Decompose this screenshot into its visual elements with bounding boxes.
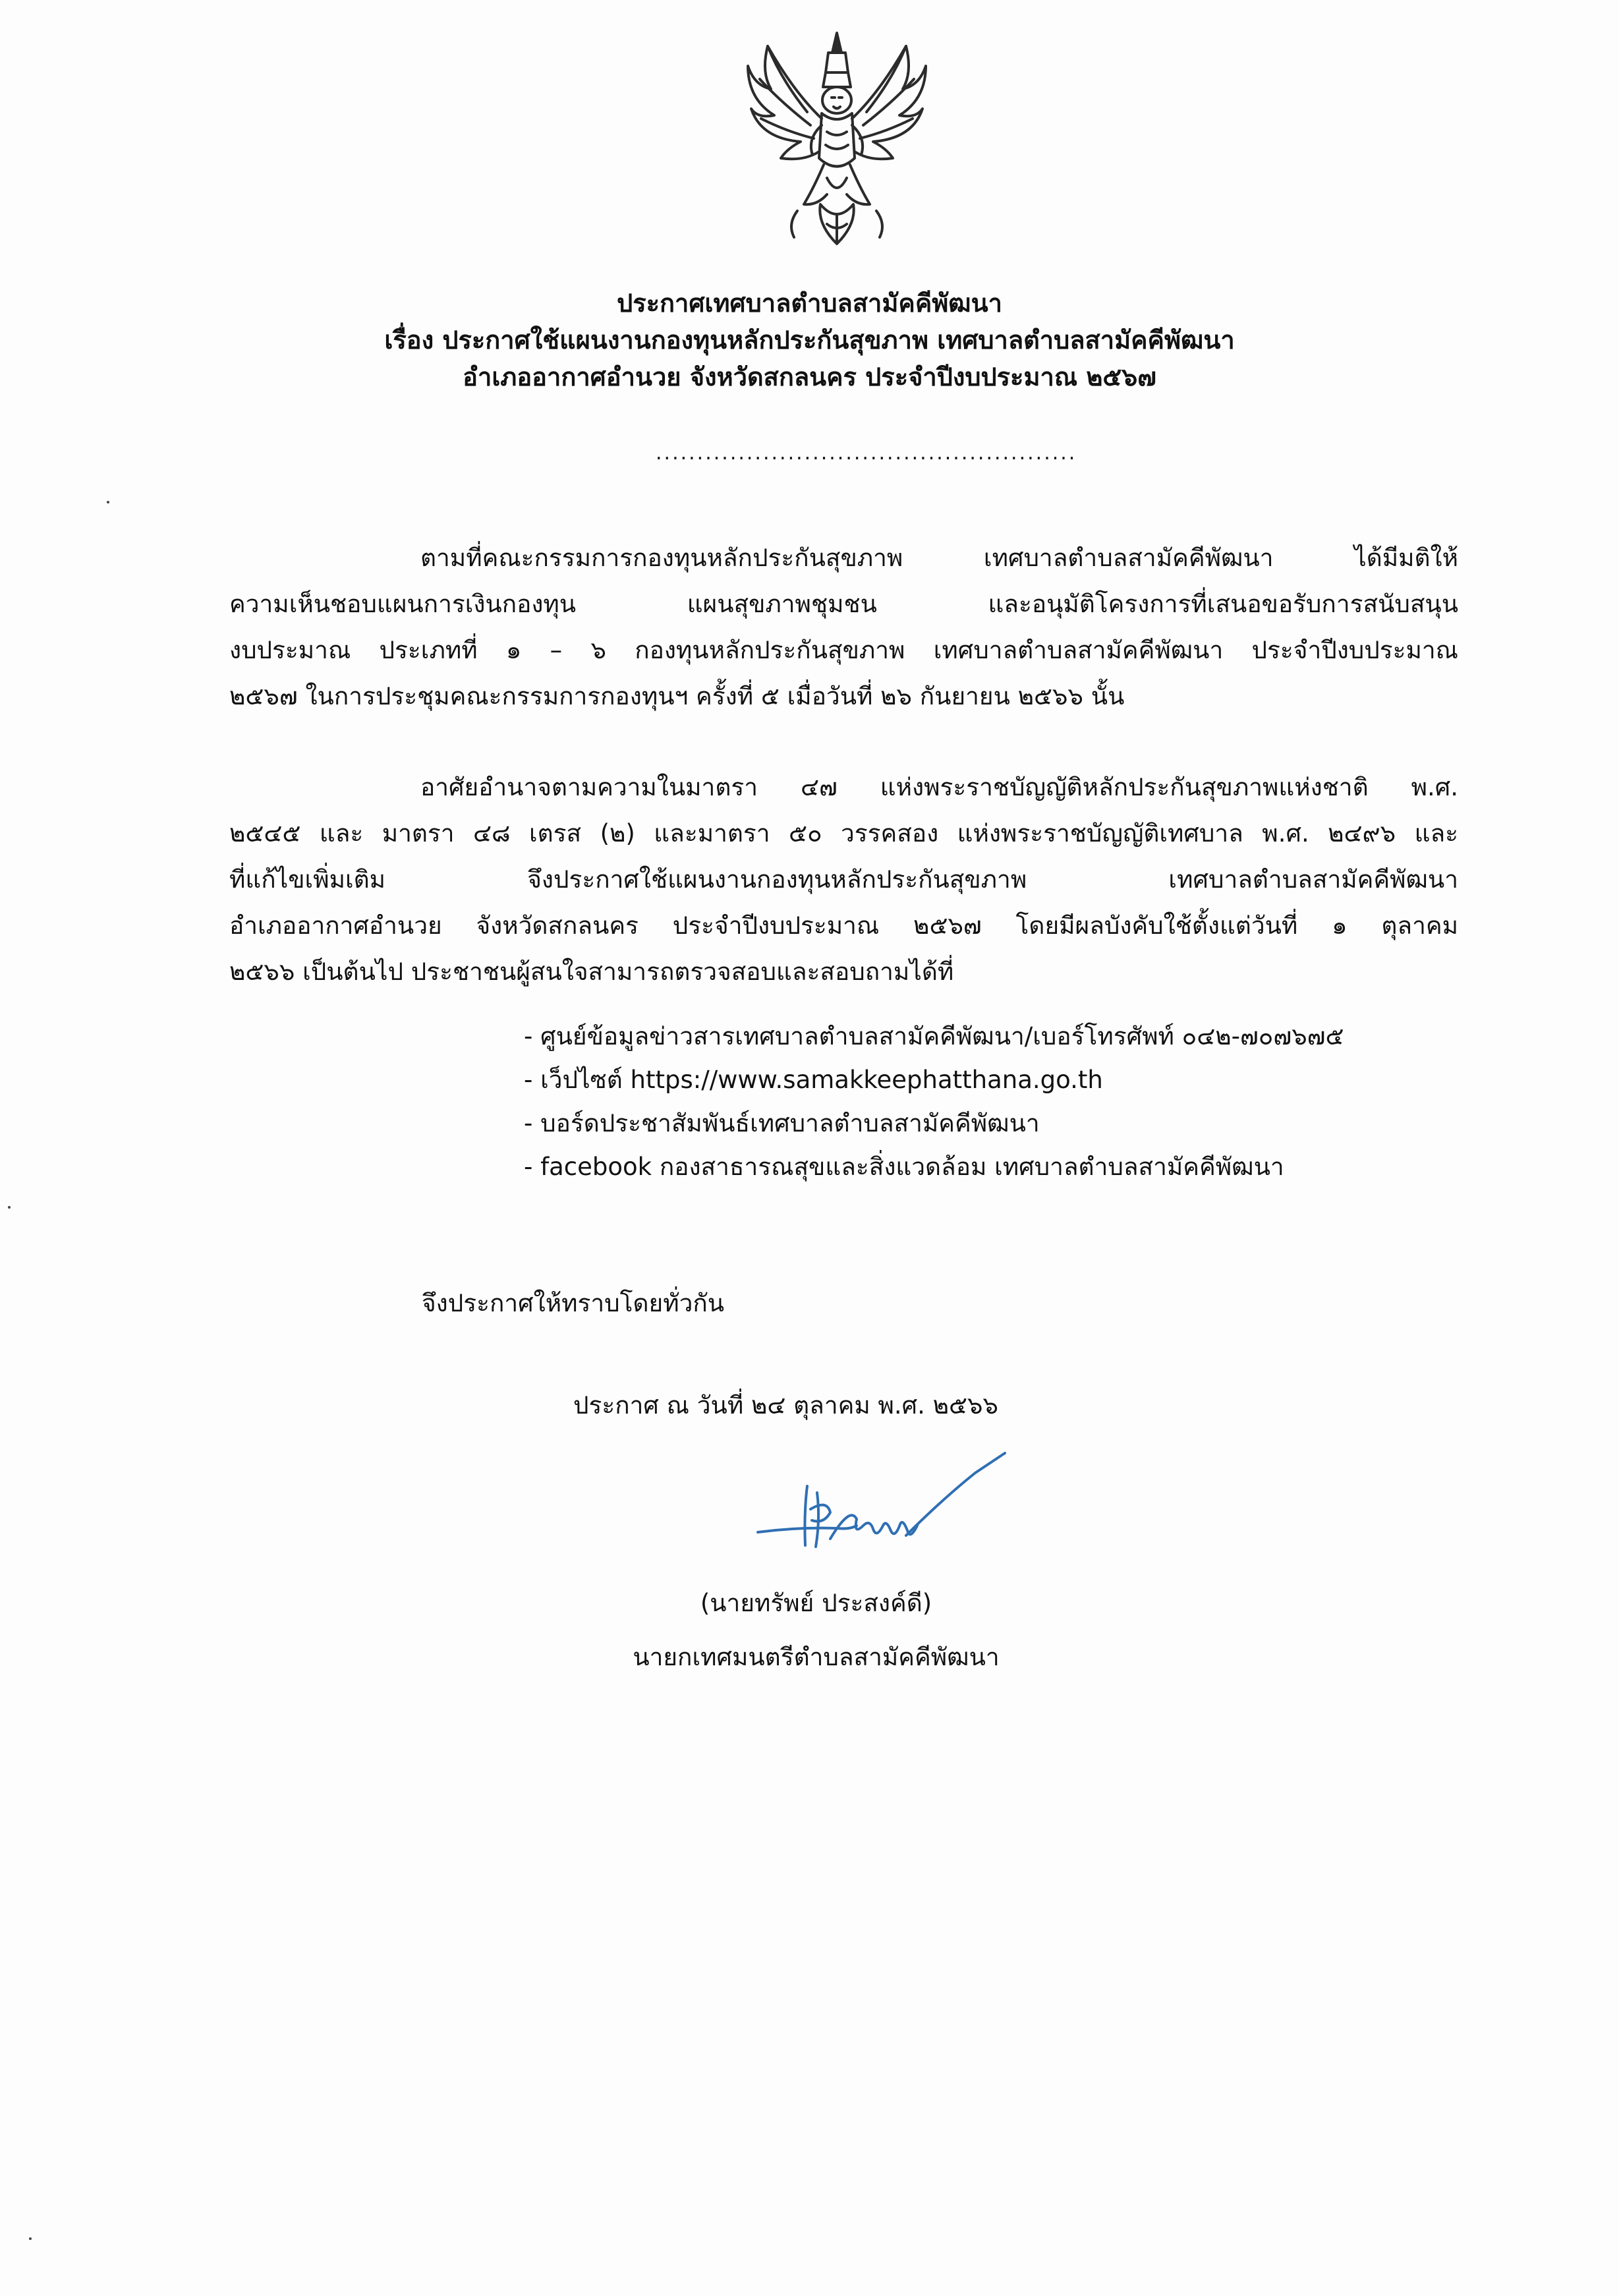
paragraph-authority (229, 764, 1458, 995)
heading-divider: ................................................... (656, 442, 1077, 465)
paragraph-background (229, 535, 1458, 720)
signer-title: นายกเทศมนตรีตำบลสามัคคีพัฒนา (633, 1643, 1000, 1671)
paragraph-line: ที่แก้ไขเพิ่มเติม จึงประกาศใช้แผนงานกองทุนหลักประกันสุขภาพ เทศบาลตำบลสามัคคีพัฒนา (229, 865, 1458, 894)
scan-speck (107, 501, 109, 503)
paragraph-line: ความเห็นชอบแผนการเงินกองทุน แผนสุขภาพชุมชน และอนุมัติโครงการที่เสนอขอรับการสนับสนุน (229, 590, 1458, 618)
paragraph-line: ตามที่คณะกรรมการกองทุนหลักประกันสุขภาพ เทศบาลตำบลสามัคคีพัฒนา ได้มีมติให้ (420, 544, 1458, 572)
paragraph-line: ๒๕๖๗ ในการประชุมคณะกรรมการกองทุนฯ ครั้งที่ ๕ เมื่อวันที่ ๒๖ กันยายน ๒๕๖๖ นั้น (229, 682, 1125, 710)
garuda-emblem-icon (741, 26, 932, 264)
contact-info-center: - ศูนย์ข้อมูลข่าวสารเทศบาลตำบลสามัคคีพัฒนา/เบอร์โทรศัพท์ ๐๔๒-๗๐๗๖๗๕ (524, 1022, 1344, 1050)
contact-website: - เว็ปไซต์ https://www.samakkeephatthana.go.th (524, 1066, 1103, 1094)
subject-line: เรื่อง ประกาศใช้แผนงานกองทุนหลักประกันสุขภาพ เทศบาลตำบลสามัคคีพัฒนา (384, 326, 1235, 355)
announcement-date: ประกาศ ณ วันที่ ๒๔ ตุลาคม พ.ศ. ๒๕๖๖ (573, 1391, 999, 1420)
paragraph-line: ๒๕๔๕ และ มาตรา ๔๘ เตรส (๒) และมาตรา ๕๐ วรรคสอง แห่งพระราชบัญญัติเทศบาล พ.ศ. ๒๔๙๖ และ (229, 819, 1458, 847)
contact-facebook: - facebook กองสาธารณสุขและสิ่งแวดล้อม เทศบาลตำบลสามัคคีพัฒนา (524, 1153, 1284, 1181)
signer-name: (นายทรัพย์ ประสงค์ดี) (700, 1589, 932, 1617)
handwritten-signature (745, 1447, 1021, 1572)
scan-speck (29, 2237, 32, 2240)
announcement-heading (0, 285, 1619, 395)
scan-speck (8, 1206, 11, 1209)
paragraph-line: งบประมาณ ประเภทที่ ๑ – ๖ กองทุนหลักประกันสุขภาพ เทศบาลตำบลสามัคคีพัฒนา ประจำปีงบประมาณ (229, 636, 1458, 664)
paragraph-line: อำเภออากาศอำนวย จังหวัดสกลนคร ประจำปีงบประมาณ ๒๕๖๗ โดยมีผลบังคับใช้ตั้งแต่วันที่ ๑ ตุลาคม (229, 911, 1458, 940)
paragraph-line: ๒๕๖๖ เป็นต้นไป ประชาชนผู้สนใจสามารถตรวจสอบและสอบถามได้ที่ (229, 958, 954, 986)
contact-notice-board: - บอร์ดประชาสัมพันธ์เทศบาลตำบลสามัคคีพัฒนา (524, 1109, 1040, 1137)
contact-list (524, 1015, 1344, 1189)
closing-statement: จึงประกาศให้ทราบโดยทั่วกัน (422, 1289, 725, 1317)
subject-location-line: อำเภออากาศอำนวย จังหวัดสกลนคร ประจำปีงบประมาณ ๒๕๖๗ (463, 362, 1156, 391)
paragraph-line: อาศัยอำนาจตามความในมาตรา ๔๗ แห่งพระราชบัญญัติหลักประกันสุขภาพแห่งชาติ พ.ศ. (420, 773, 1458, 801)
issuer-title: ประกาศเทศบาลตำบลสามัคคีพัฒนา (617, 289, 1002, 318)
